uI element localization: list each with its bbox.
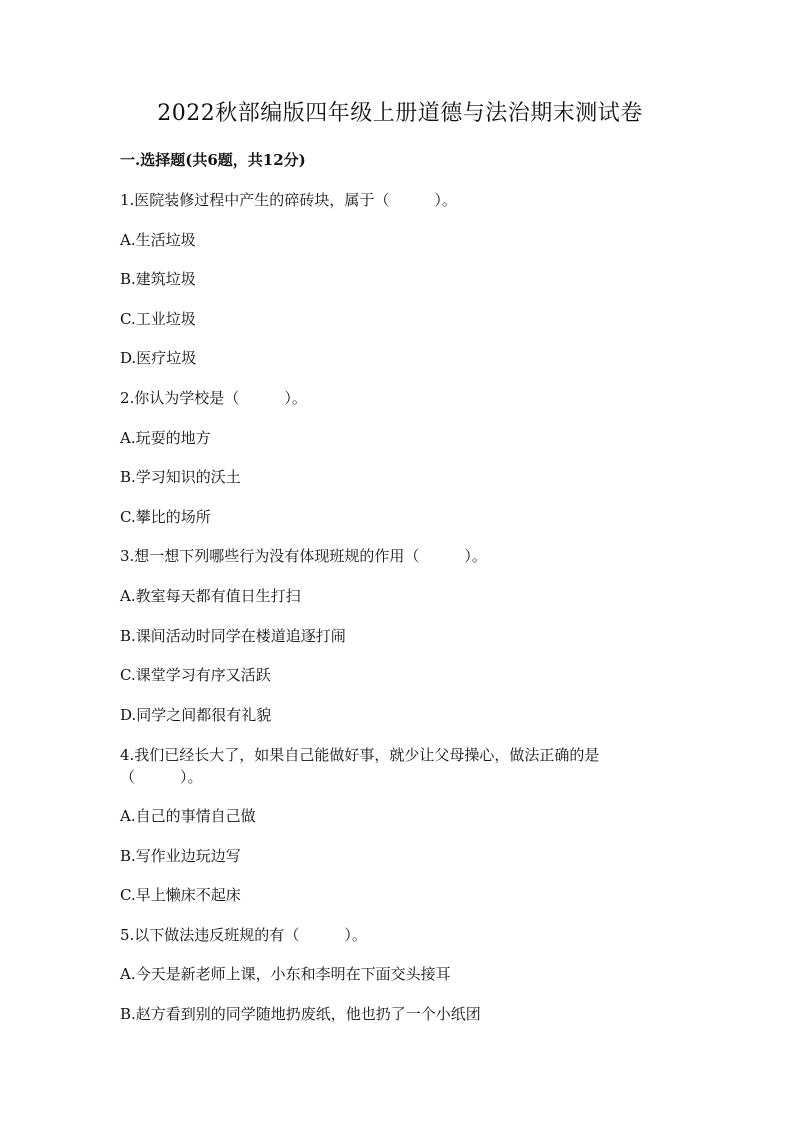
question-3-option-b: B.课间活动时同学在楼道追逐打闹 xyxy=(120,627,346,645)
question-5-stem: 5.以下做法违反班规的有（ ）。 xyxy=(120,926,367,944)
question-4-option-c: C.早上懒床不起床 xyxy=(120,886,241,904)
question-5-option-b: B.赵方看到别的同学随地扔废纸，他也扔了一个小纸团 xyxy=(120,1005,481,1023)
question-1-option-b: B.建筑垃圾 xyxy=(120,270,196,288)
question-3-option-c: C.课堂学习有序又活跃 xyxy=(120,666,271,684)
question-2-option-b: B.学习知识的沃土 xyxy=(120,468,241,486)
question-4-option-a: A.自己的事情自己做 xyxy=(120,807,256,825)
question-1-option-d: D.医疗垃圾 xyxy=(120,349,197,367)
question-1-stem: 1.医院装修过程中产生的碎砖块，属于（ ）。 xyxy=(120,191,457,209)
question-3-stem: 3.想一想下列哪些行为没有体现班规的作用（ ）。 xyxy=(120,547,487,565)
question-1-option-a: A.生活垃圾 xyxy=(120,231,196,249)
question-5-option-a: A.今天是新老师上课，小东和李明在下面交头接耳 xyxy=(120,965,451,983)
question-4-stem: 4.我们已经长大了，如果自己能做好事，就少让父母操心，做法正确的是 xyxy=(120,746,600,764)
question-1-option-c: C.工业垃圾 xyxy=(120,310,196,328)
section-heading: 一.选择题(共6题，共12分) xyxy=(120,151,306,169)
question-3-option-d: D.同学之间都很有礼貌 xyxy=(120,706,272,724)
question-2-stem: 2.你认为学校是（ ）。 xyxy=(120,389,307,407)
question-3-option-a: A.教室每天都有值日生打扫 xyxy=(120,587,301,605)
question-4-option-b: B.写作业边玩边写 xyxy=(120,847,241,865)
question-4-stem-continued: （ ）。 xyxy=(120,768,203,786)
question-2-option-c: C.攀比的场所 xyxy=(120,508,211,526)
page-title: 2022秋部编版四年级上册道德与法治期末测试卷 xyxy=(157,101,643,126)
question-2-option-a: A.玩耍的地方 xyxy=(120,429,211,447)
